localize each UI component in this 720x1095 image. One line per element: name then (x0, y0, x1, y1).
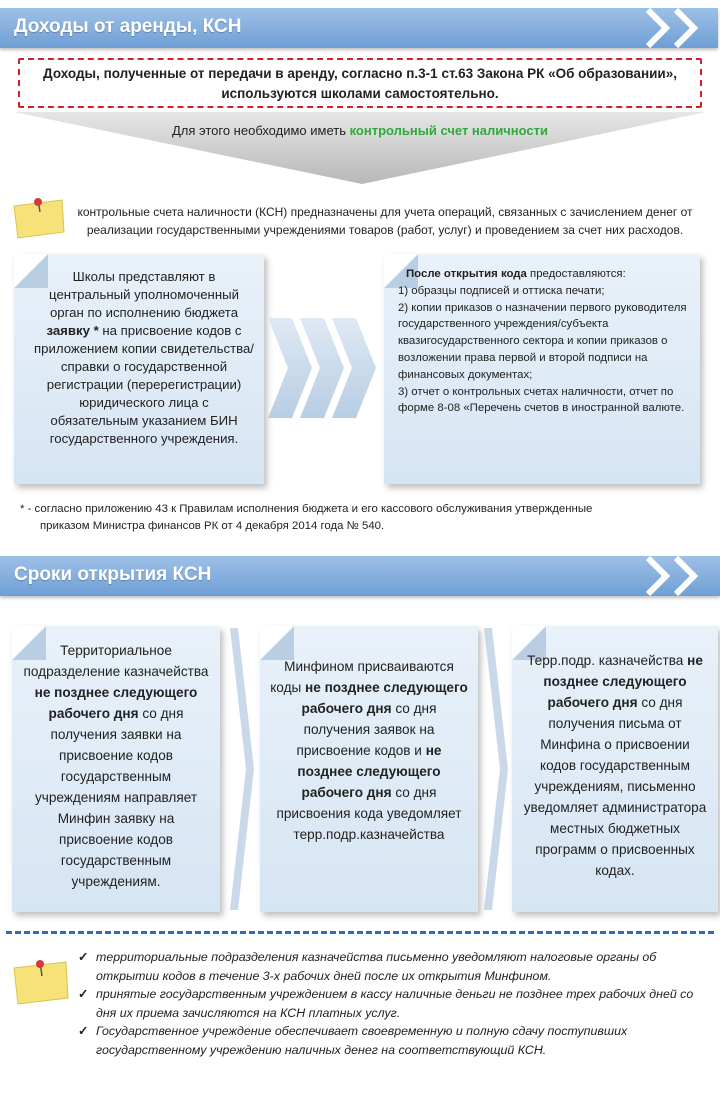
list-item (78, 985, 714, 1022)
card2-text-a: Минфином присваиваются коды (270, 659, 454, 695)
chevron-separator-icon (480, 628, 510, 910)
checkmark-icon: ✓ (78, 1024, 89, 1039)
documents-item: 3) отчет о контрольных счетах наличности, отчет по форме 8-08 «Перечень счетов в иностранной валюте. (398, 385, 685, 415)
requirement-prefix: Для этого необходимо иметь (171, 123, 350, 138)
treasury-notify-text (522, 650, 708, 881)
notes-list (78, 948, 714, 1060)
application-text (34, 268, 254, 448)
section-header-ksn-terms (0, 556, 720, 596)
footnote (20, 501, 660, 535)
application-card (14, 254, 264, 484)
card2-text-c: со дня получения заявок на присвоение кодов и (296, 701, 437, 758)
checkmark-icon: ✓ (78, 987, 89, 1002)
chevron-arrows-icon (266, 316, 382, 420)
footnote-line-2: приказом Министра финансов РК от 4 декабря 2014 года № 540. (40, 520, 385, 532)
ksn-requirement (0, 123, 720, 138)
card1-text-c: со дня получения заявки на присвоение кодов государственным учреждениям направляет Минфин заявку на присвоение кодов государственным учреждениям. (34, 706, 198, 889)
card3-deadline: не позднее следующего рабочего дня (543, 653, 703, 710)
treasury-request-text (22, 640, 210, 892)
documents-card (384, 254, 700, 484)
divider (6, 931, 714, 934)
documents-text (398, 266, 694, 417)
requirement-highlight: контрольный счет наличности (349, 123, 549, 138)
ksn-definition (60, 203, 710, 239)
footnote-line-1: * - согласно приложению 43 к Правилам исполнения бюджета и его кассового обслуживания утвержденные (20, 503, 593, 515)
documents-item: 1) образцы подписей и оттиска печати; (398, 284, 605, 297)
checkmark-icon: ✓ (78, 950, 89, 964)
minfin-assign-card (260, 626, 478, 912)
list-item (78, 948, 714, 985)
card2-deadline-2: не позднее следующего рабочего дня (297, 743, 442, 800)
list-item-text: принятые государственным учреждением в кассу наличные деньги не позднее трех рабочих дней со дня их приема зачисляются на КСН платных услуг. (96, 987, 694, 1020)
definition-line-2: реализации государственными учреждениями товаров (работ, услуг) и проведением за счет них расходов. (86, 223, 684, 237)
funnel-shape (0, 108, 720, 186)
documents-heading (398, 266, 694, 283)
section-title: Сроки открытия КСН (14, 564, 212, 585)
definition-line-1: контрольные счета наличности (КСН) предназначены для учета операций, связанных с зачислением денег от (77, 205, 693, 219)
documents-item: 2) копии приказов о назначении первого руководителя государственного учреждения/субъекта квазигосударственного сектора и копии приказов о возложении права первой и второй подписи на финансовых документах; (398, 301, 687, 381)
list-item (78, 1022, 714, 1059)
card1-text-a: Территориальное подразделение казначейства (23, 643, 209, 679)
sticky-note-pin-icon (10, 196, 66, 240)
statement-line-1: Доходы, полученные от передачи в аренду, согласно п.3-1 ст.63 Закона РК «Об образовании», (43, 66, 677, 81)
documents-title: После открытия кода (406, 268, 527, 280)
minfin-assign-text (270, 656, 468, 845)
section-header-rent-income (0, 8, 718, 48)
sticky-note-pin-icon (10, 958, 70, 1006)
application-bold: заявку * (46, 323, 99, 338)
card2-deadline-1: не позднее следующего рабочего дня (301, 680, 468, 716)
card3-text-a: Терр.подр. казначейства (527, 653, 688, 668)
statement-line-2: используются школами самостоятельно. (221, 86, 499, 101)
card2-text-e: со дня присвоения кода уведомляет терр.подр.казначейства (276, 785, 462, 842)
treasury-notify-card (512, 626, 718, 912)
card1-deadline: не позднее следующего рабочего дня (34, 685, 198, 721)
section-title: Доходы от аренды, КСН (14, 16, 242, 37)
list-item-text: территориальные подразделения казначейства письменно уведомляют налоговые органы об открытии кодов в течение 3-х рабочих дней после их открытия Минфином. (96, 950, 657, 983)
list-item-text: Государственное учреждение обеспечивает своевременную и полную сдачу поступивших государственному учреждению наличных денег на соответствующий КСН. (96, 1024, 628, 1057)
double-chevron-icon (640, 556, 720, 596)
card3-text-c: со дня получения письма от Минфина о присвоении кодов государственным учреждениям, письменно уведомляет администратора местных бюджетных программ о присвоенных кодах. (523, 695, 707, 878)
application-text-part2: на присвоение кодов с приложением копии свидетельства/справки о государственной регистрации (перерегистрации) юридического лица с обязательным указанием БИН государственного учреждения. (34, 323, 254, 446)
application-text-part1: Школы представляют в центральный уполномоченный орган по исполнению бюджета (49, 269, 239, 320)
rent-income-statement (18, 58, 702, 108)
treasury-request-card (12, 626, 220, 912)
documents-title-suffix: предоставляются: (526, 268, 626, 280)
double-chevron-icon (640, 8, 720, 48)
chevron-separator-icon (226, 628, 256, 910)
